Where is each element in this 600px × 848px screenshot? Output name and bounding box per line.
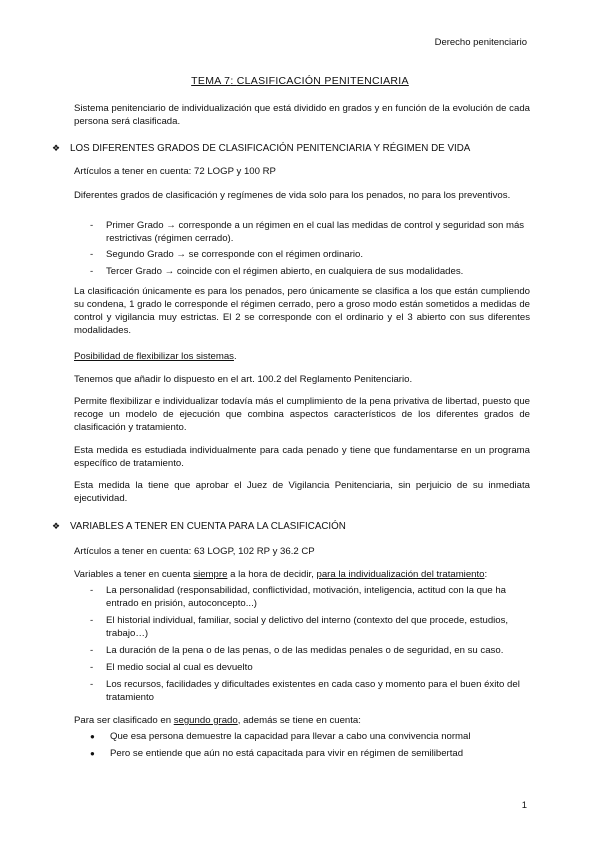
grade-item-3	[90, 265, 530, 278]
section-2-heading	[52, 520, 532, 533]
lead-text-c: a la hora de decidir,	[227, 569, 317, 580]
grade-item-text: Tercer Grado → coincide con el régimen abierto, en cualquiera de sus modalidades.	[106, 266, 464, 277]
dash-marker: -	[90, 679, 94, 690]
section-2-heading-text: VARIABLES A TENER EN CUENTA PARA LA CLASIFICACIÓN	[70, 521, 346, 532]
lead-text-colon: :	[484, 569, 488, 580]
lead-text-a: Variables a tener en cuenta	[74, 569, 194, 580]
section-2-articles: Artículos a tener en cuenta: 63 LOGP, 102 RP y 36.2 CP	[74, 546, 315, 557]
second-grade-item-text: Que esa persona demuestre la capacidad para llevar a cabo una convivencia normal	[110, 731, 471, 742]
bullet-icon: ●	[90, 749, 95, 758]
dash-marker: -	[90, 220, 94, 231]
section-1-paragraph-2: La clasificación únicamente es para los penados, pero únicamente se clasifica a los que están cumpliendo su condena, 1 grado le corresponde el régimen cerrado, pero a groso modo están sometidos a medidas de control y vigilancia muy estrictas. El 2 se corresponde con el ordinario y el 3 abierto con sus diferentes modalidades.	[74, 286, 530, 336]
grade-item-1	[90, 219, 530, 245]
intro-paragraph: Sistema penitenciario de individualización que está dividido en grados y en función de la evolución de cada persona será clasificada.	[74, 103, 530, 127]
section-1-paragraph-3: Tenemos que añadir lo dispuesto en el art. 100.2 del Reglamento Penitenciario.	[74, 374, 413, 385]
variable-item-5	[90, 678, 530, 704]
section-1-paragraph-6: Esta medida la tiene que aprobar el Juez de Vigilancia Penitenciaria, sin perjuicio de su inmediata ejecutividad.	[74, 480, 530, 504]
second-lead-segundo-grado: segundo grado	[173, 715, 238, 726]
bullet-icon: ●	[90, 732, 95, 741]
section-1-heading-text: LOS DIFERENTES GRADOS DE CLASIFICACIÓN PENITENCIARIA Y RÉGIMEN DE VIDA	[70, 143, 471, 154]
variable-item-4	[90, 661, 530, 674]
second-grade-item-1	[90, 730, 530, 743]
variable-item-text: El medio social al cual es devuelto	[106, 662, 253, 673]
second-grade-item-text: Pero se entiende que aún no está capacitada para vivir en régimen de semilibertad	[110, 748, 464, 759]
flex-heading-dot: .	[233, 351, 237, 362]
lead-text-siempre: siempre	[193, 569, 228, 580]
dash-marker: -	[90, 585, 94, 596]
page-number: 1	[521, 800, 527, 811]
title-colon: :	[230, 75, 237, 87]
grade-item-text: Primer Grado → corresponde a un régimen en el cual las medidas de control y seguridad son más restrictivas (régimen cerrado).	[106, 220, 525, 244]
second-lead-c: , además se tiene en cuenta:	[237, 715, 361, 726]
section-2-second-grade-lead	[74, 714, 530, 727]
variable-item-1	[90, 584, 530, 610]
dash-marker: -	[90, 249, 94, 260]
title-prefix: TEMA 7	[191, 75, 231, 87]
variable-item-2	[90, 614, 530, 640]
section-1-paragraph-5: Esta medida es estudiada individualmente para cada penado y tiene que fundamentarse en un programa específico de tratamiento.	[74, 445, 530, 469]
lead-text-individualizacion: para la individualización del tratamiento	[316, 569, 485, 580]
variable-item-text: La duración de la pena o de las penas, o de las medidas penales o de seguridad, en su caso.	[106, 645, 504, 656]
dash-marker: -	[90, 662, 94, 673]
second-grade-item-2	[90, 747, 530, 760]
diamond-bullet-icon: ❖	[52, 143, 61, 153]
flex-heading	[74, 350, 530, 363]
section-1-articles: Artículos a tener en cuenta: 72 LOGP y 100 RP	[74, 166, 276, 177]
diamond-bullet-icon: ❖	[52, 521, 61, 531]
variable-item-3	[90, 644, 530, 657]
grade-item-2	[90, 248, 530, 261]
variable-item-text: El historial individual, familiar, social y delictivo del interno (contexto del que procede, estudios, trabajo…)	[106, 615, 509, 639]
variable-item-text: La personalidad (responsabilidad, conflictividad, motivación, inteligencia, actitud con la que ha entrado en prisión, autoconcepto...)	[106, 585, 506, 609]
section-1-paragraph-1: Diferentes grados de clasificación y regímenes de vida solo para los penados, no para los preventivos.	[74, 190, 511, 201]
dash-marker: -	[90, 645, 94, 656]
grade-item-text: Segundo Grado → se corresponde con el régimen ordinario.	[106, 249, 364, 260]
section-1-paragraph-4: Permite flexibilizar e individualizar todavía más el cumplimiento de la pena privativa de libertad, puesto que recoge un modelo de ejecución que combina aspectos característicos de los diferentes grados de clasificación y tratamiento.	[74, 396, 530, 433]
title-main: CLASIFICACIÓN PENITENCIARIA	[236, 75, 409, 87]
section-2-lead	[74, 568, 530, 581]
flex-heading-text: Posibilidad de flexibilizar los sistemas	[74, 351, 234, 362]
dash-marker: -	[90, 615, 94, 626]
dash-marker: -	[90, 266, 94, 277]
section-1-heading	[52, 142, 532, 155]
variable-item-text: Los recursos, facilidades y dificultades existentes en cada caso y momento para el buen éxito del tratamiento	[106, 679, 520, 703]
running-header: Derecho penitenciario	[434, 37, 527, 48]
second-lead-a: Para ser clasificado en	[74, 715, 174, 726]
page-title	[0, 75, 600, 87]
